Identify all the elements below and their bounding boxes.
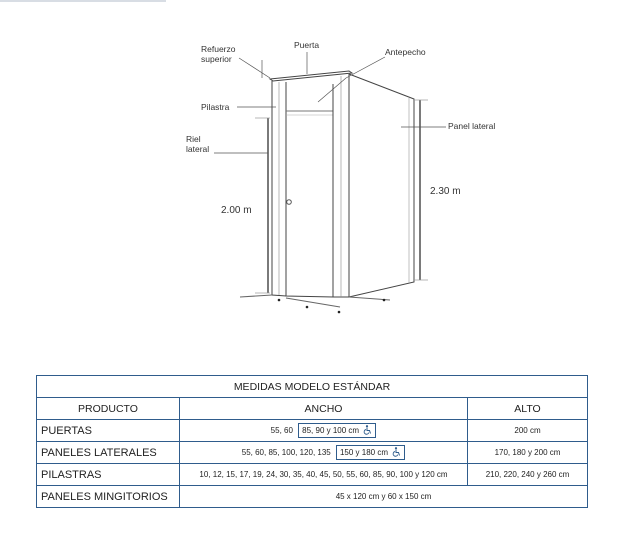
cell-producto: PANELES MINGITORIOS	[37, 486, 180, 508]
door-lock-icon	[287, 200, 292, 205]
cell-alto: 210, 220, 240 y 260 cm	[468, 464, 588, 486]
cell-ancho	[180, 442, 468, 464]
table-row	[37, 442, 588, 464]
label-antepecho: Antepecho	[385, 47, 426, 57]
header-ancho: ANCHO	[180, 398, 468, 420]
cell-alto: 200 cm	[468, 420, 588, 442]
refuerzo-superior-rail	[270, 71, 352, 81]
cell-ancho: 45 x 120 cm y 60 x 150 cm	[180, 486, 588, 508]
header-alto: ALTO	[468, 398, 588, 420]
header-producto: PRODUCTO	[37, 398, 180, 420]
cell-producto: PUERTAS	[37, 420, 180, 442]
table-row	[37, 420, 588, 442]
cell-ancho	[180, 420, 468, 442]
label-puerta: Puerta	[294, 40, 320, 50]
label-refuerzo-superior-1: Refuerzo	[201, 44, 236, 54]
table-row	[37, 486, 588, 508]
cell-alto: 170, 180 y 200 cm	[468, 442, 588, 464]
table-title: MEDIDAS MODELO ESTÁNDAR	[37, 376, 588, 398]
ancho-accessible-box	[336, 445, 405, 460]
cell-producto: PILASTRAS	[37, 464, 180, 486]
panel-lateral	[349, 74, 414, 297]
ancho-accessible-value: 150 y 180 cm	[339, 448, 388, 457]
ancho-accessible-box	[298, 423, 376, 438]
label-refuerzo-superior-2: superior	[201, 54, 232, 64]
table-row	[37, 464, 588, 486]
cell-ancho: 10, 12, 15, 17, 19, 24, 30, 35, 40, 45, 50, 55, 60, 85, 90, 100 y 120 cm	[180, 464, 468, 486]
label-riel-lateral-1: Riel	[186, 134, 201, 144]
ancho-accessible-value: 85, 90 y 100 cm	[302, 426, 360, 435]
label-riel-lateral-2: lateral	[186, 144, 210, 154]
dimension-label-left: 2.00 m	[221, 205, 252, 216]
label-pilastra: Pilastra	[201, 102, 230, 112]
wheelchair-icon	[392, 447, 401, 457]
specs-table	[36, 375, 588, 508]
ancho-value: 55, 60, 85, 100, 120, 135	[241, 448, 331, 457]
label-panel-lateral: Panel lateral	[448, 121, 496, 131]
wheelchair-icon	[363, 425, 372, 435]
ancho-value: 55, 60	[270, 426, 293, 435]
dimension-label-right: 2.30 m	[430, 186, 461, 197]
cell-producto: PANELES LATERALES	[37, 442, 180, 464]
